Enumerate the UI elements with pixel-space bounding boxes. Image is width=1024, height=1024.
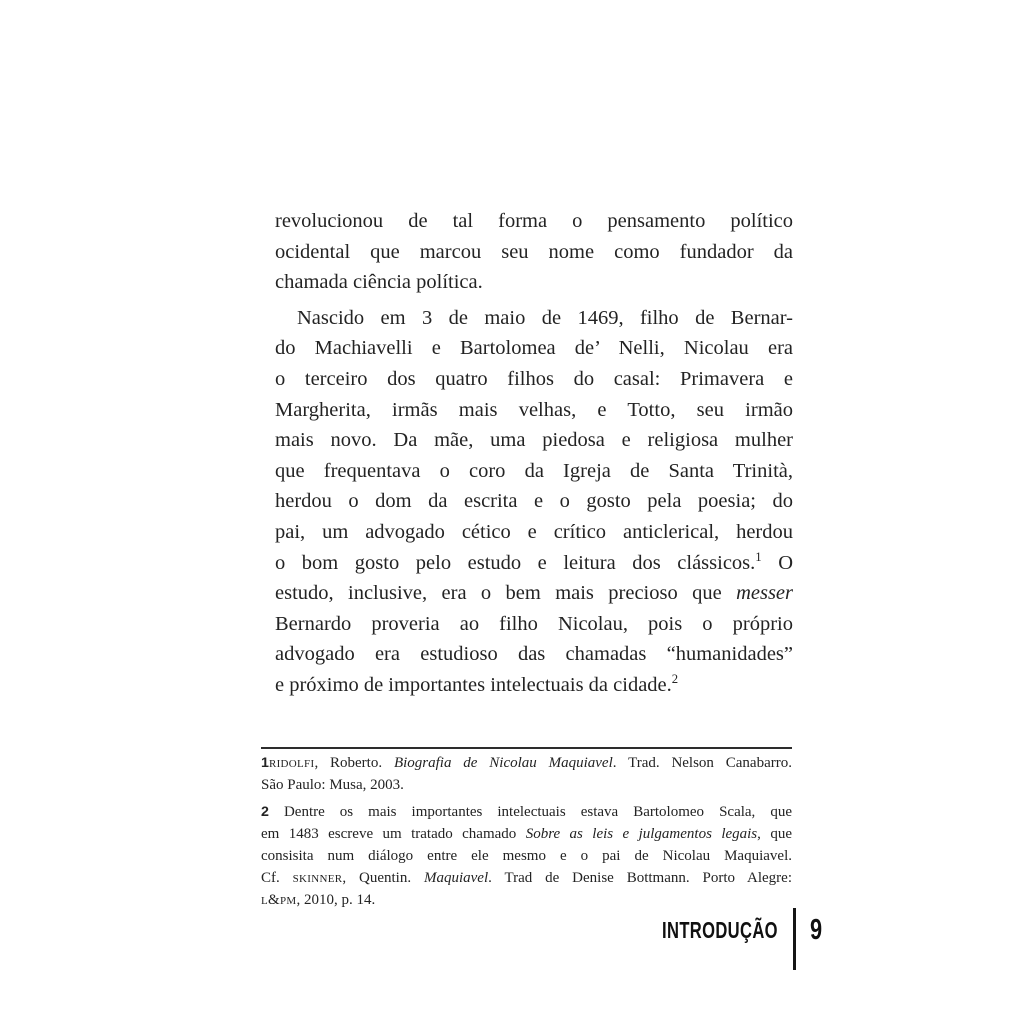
text-line: 2 Dentre os mais importantes intelectuais estava Bartolomeo Scala, que <box>261 804 792 820</box>
text-line: o terceiro dos quatro filhos do casal: Primavera e <box>275 367 793 390</box>
footnotes-block <box>261 752 792 911</box>
text-line: chamada ciência política. <box>275 271 483 294</box>
text-line: que frequentava o coro da Igreja de Santa Trinità, <box>275 459 793 482</box>
text-line: do Machiavelli e Bartolomea de’ Nelli, Nicolau era <box>275 337 793 360</box>
text-line: estudo, inclusive, era o bem mais precioso que messer <box>275 582 793 605</box>
text-line: Bernardo proveria ao filho Nicolau, pois o próprio <box>275 612 793 635</box>
footer-section-label: INTRODUÇÃO <box>662 917 778 943</box>
text-line: em 1483 escreve um tratado chamado Sobre as leis e julgamentos legais, que <box>261 826 792 842</box>
text-line: consisita num diálogo entre ele mesmo e o pai de Nicolau Maquiavel. <box>261 848 792 864</box>
text-line: São Paulo: Musa, 2003. <box>261 777 404 793</box>
text-line: Cf. skinner, Quentin. Maquiavel. Trad de Denise Bottmann. Porto Alegre: <box>261 870 792 886</box>
footnote <box>261 752 792 796</box>
footnote <box>261 801 792 911</box>
footer-divider-bar <box>793 908 796 970</box>
text-line: revolucionou de tal forma o pensamento político <box>275 210 793 232</box>
footnote-divider-rule <box>261 747 792 749</box>
body-paragraph <box>275 206 793 298</box>
text-line: herdou o dom da escrita e o gosto pela poesia; do <box>275 490 793 513</box>
text-line: o bom gosto pelo estudo e leitura dos clássicos.$^1$ O <box>275 549 793 574</box>
text-line: Margherita, irmãs mais velhas, e Totto, seu irmão <box>275 398 793 421</box>
body-paragraph <box>275 303 793 701</box>
text-line: l&pm, 2010, p. 14. <box>261 892 376 908</box>
text-line: advogado era estudioso das chamadas “humanidades” <box>275 643 793 666</box>
text-line: 1ridolfi, Roberto. Biografia de Nicolau Maquiavel. Trad. Nelson Canabarro. <box>261 755 792 771</box>
text-line: ocidental que marcou seu nome como fundador da <box>275 240 793 263</box>
footer-page-number: 9 <box>810 914 823 946</box>
body-text-block <box>275 206 793 701</box>
text-line: Nascido em 3 de maio de 1469, filho de Bernar- <box>297 306 793 329</box>
text-line: e próximo de importantes intelectuais da cidade.$^2$ <box>275 672 679 696</box>
text-line: mais novo. Da mãe, uma piedosa e religiosa mulher <box>275 429 793 452</box>
text-line: pai, um advogado cético e crítico anticlerical, herdou <box>275 520 793 543</box>
